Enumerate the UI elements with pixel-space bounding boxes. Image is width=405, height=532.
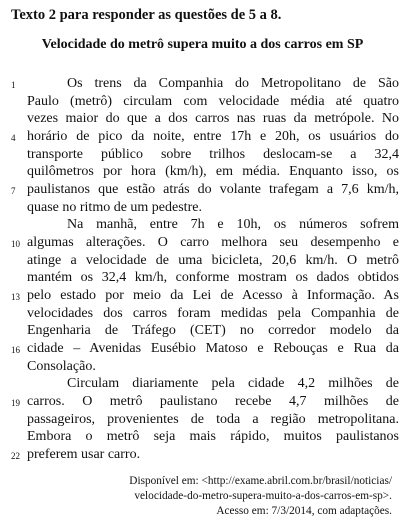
text-line: transporte público sobre trilhos deslocam-se a 32,4 (27, 147, 399, 162)
text-line: Engenharia de Tráfego (CET) no corredor modelo da (27, 323, 399, 338)
line-number: 16 (11, 345, 20, 355)
line-number: 22 (11, 451, 20, 461)
text-line: quilômetros por hora (km/h), em média. Enquanto isso, os (27, 164, 399, 179)
text-line: preferem usar carro. (27, 447, 141, 462)
text-line: Os trens da Companhia do Metropolitano de São (67, 76, 399, 91)
text-line: paulistanos que estão atrás do volante trafegam a 7,6 km/h, (27, 182, 399, 197)
text-line: pelo estado por meio da Lei de Acesso à Informação. As (27, 288, 399, 303)
line-number: 7 (11, 186, 16, 196)
section-heading: Texto 2 para responder as questões de 5 a 8. (11, 7, 282, 23)
text-line: algumas alterações. O carro melhora seu desempenho e (27, 235, 399, 250)
source-citation-line: velocidade-do-metro-supera-muito-a-dos-carros-em-sp>. (134, 490, 392, 502)
text-line: Paulo (metrô) circulam com velocidade média até quatro (27, 94, 399, 109)
line-number: 4 (11, 133, 16, 143)
line-number: 13 (11, 292, 20, 302)
source-citation-line: Acesso em: 7/3/2014, com adaptações. (216, 505, 392, 517)
line-number: 10 (11, 239, 20, 249)
text-line: cidade – Avenidas Eusébio Matoso e Rebouças e Rua da (27, 341, 399, 356)
text-line: passageiros, provenientes de toda a região metropolitana. (27, 412, 399, 427)
text-line: horário de pico da noite, entre 17h e 20h, os usuários do (27, 129, 399, 144)
text-line: Circulam diariamente pela cidade 4,2 milhões de (67, 376, 399, 391)
line-number: 1 (11, 80, 16, 90)
source-citation-line: Disponível em: <http://exame.abril.com.br/brasil/noticias/ (129, 475, 392, 487)
text-line: atinge a velocidade de uma bicicleta, 20,6 km/h. O metrô (27, 253, 399, 268)
text-line: Consolação. (27, 359, 96, 374)
text-line: Embora o metrô seja mais rápido, muitos paulistanos (27, 429, 399, 444)
text-line: quase no ritmo de um pedestre. (27, 200, 202, 215)
article-title: Velocidade do metrô supera muito a dos carros em SP (41, 37, 364, 52)
text-line: velocidades dos carros foram medidas pela Companhia de (27, 306, 399, 321)
text-line: mantém os 32,4 km/h, conforme mostram os dados obtidos (27, 270, 399, 285)
line-number: 19 (11, 398, 20, 408)
text-line: vezes maior do que a dos carros nas ruas da metrópole. No (27, 111, 399, 126)
text-line: carros. O metrô paulistano recebe 4,7 milhões de (27, 394, 399, 409)
text-line: Na manhã, entre 7h e 10h, os números sofrem (67, 217, 399, 232)
